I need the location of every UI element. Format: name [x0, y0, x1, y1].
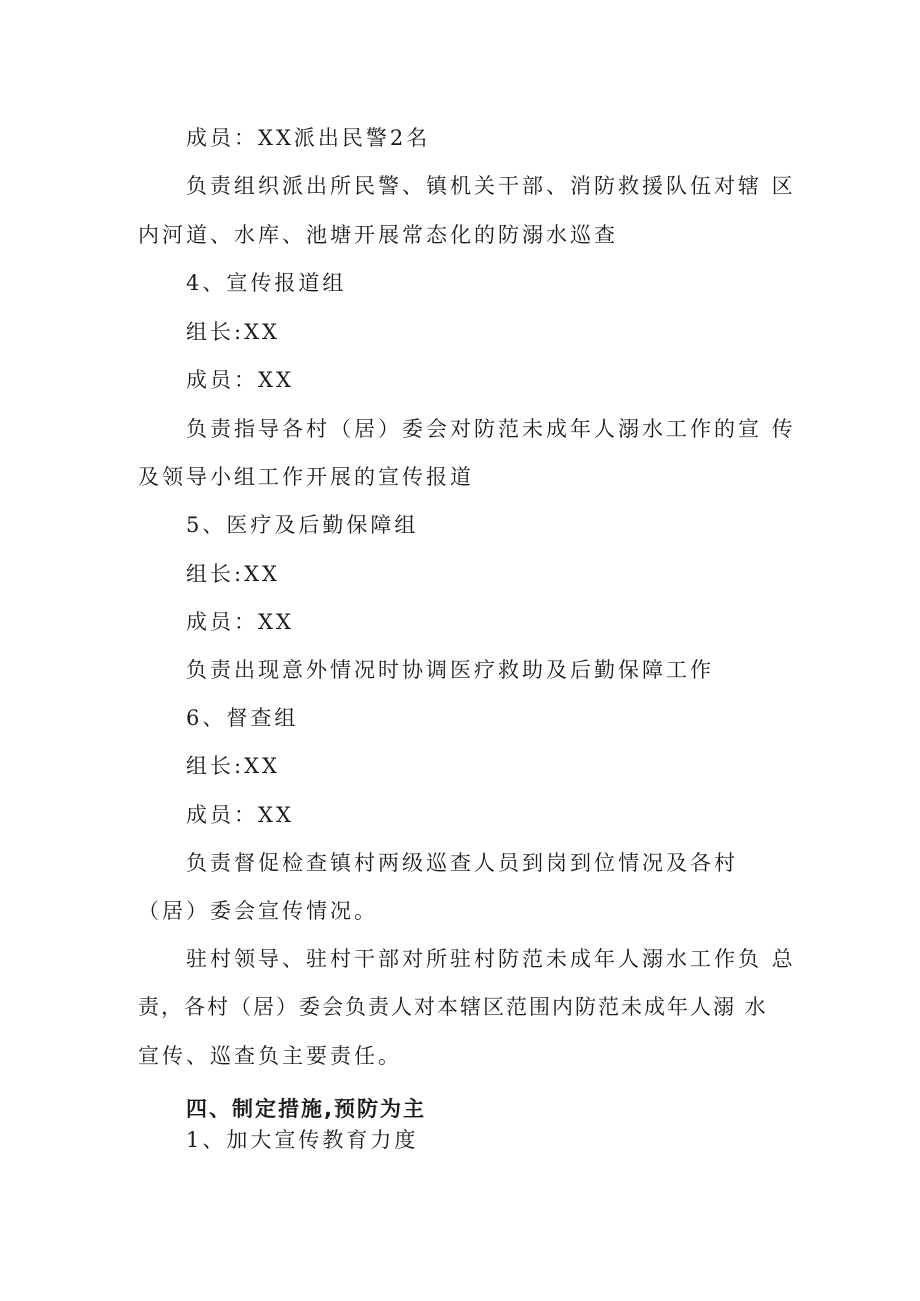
text-line-members: 成员：XX: [186, 803, 294, 827]
text-line-inspection-duty-2: （居）委会宣传情况。: [138, 899, 378, 923]
text-line-patrol-duty-1: 负责组织派出所民警、镇机关干部、消防救援队伍对辖 区: [186, 174, 796, 198]
text-line-members: 成员：XX: [186, 610, 294, 634]
text-line-members-police: 成员：XX派出民警2名: [186, 126, 431, 150]
text-line-members: 成员：XX: [186, 368, 294, 392]
section-title-inspection: 6、督查组: [186, 706, 299, 730]
text-line-responsibility-3: 宣传、巡查负主要责任。: [138, 1044, 402, 1068]
text-line-publicity-duty-2: 及领导小组工作开展的宣传报道: [138, 465, 474, 489]
section-title-medical: 5、医疗及后勤保障组: [186, 513, 419, 537]
chapter-heading-measures: 四、制定措施,预防为主: [186, 1097, 426, 1121]
text-line-inspection-duty-1: 负责督促检查镇村两级巡查人员到岗到位情况及各村: [186, 851, 738, 875]
text-line-medical-duty: 负责出现意外情况时协调医疗救助及后勤保障工作: [186, 658, 714, 682]
text-line-leader: 组长:XX: [186, 754, 280, 778]
section-title-publicity: 4、宣传报道组: [186, 271, 347, 295]
section-title-education: 1、加大宣传教育力度: [186, 1128, 419, 1152]
text-line-patrol-duty-2: 内河道、水库、池塘开展常态化的防溺水巡查: [138, 223, 618, 247]
text-line-publicity-duty-1: 负责指导各村（居）委会对防范未成年人溺水工作的宣 传: [186, 417, 796, 441]
text-line-leader: 组长:XX: [186, 320, 280, 344]
text-line-responsibility-2: 责，各村（居）委会负责人对本辖区范围内防范未成年人溺 水: [138, 995, 768, 1019]
text-line-leader: 组长:XX: [186, 562, 280, 586]
text-line-responsibility-1: 驻村领导、驻村干部对所驻村防范未成年人溺水工作负 总: [186, 947, 796, 971]
